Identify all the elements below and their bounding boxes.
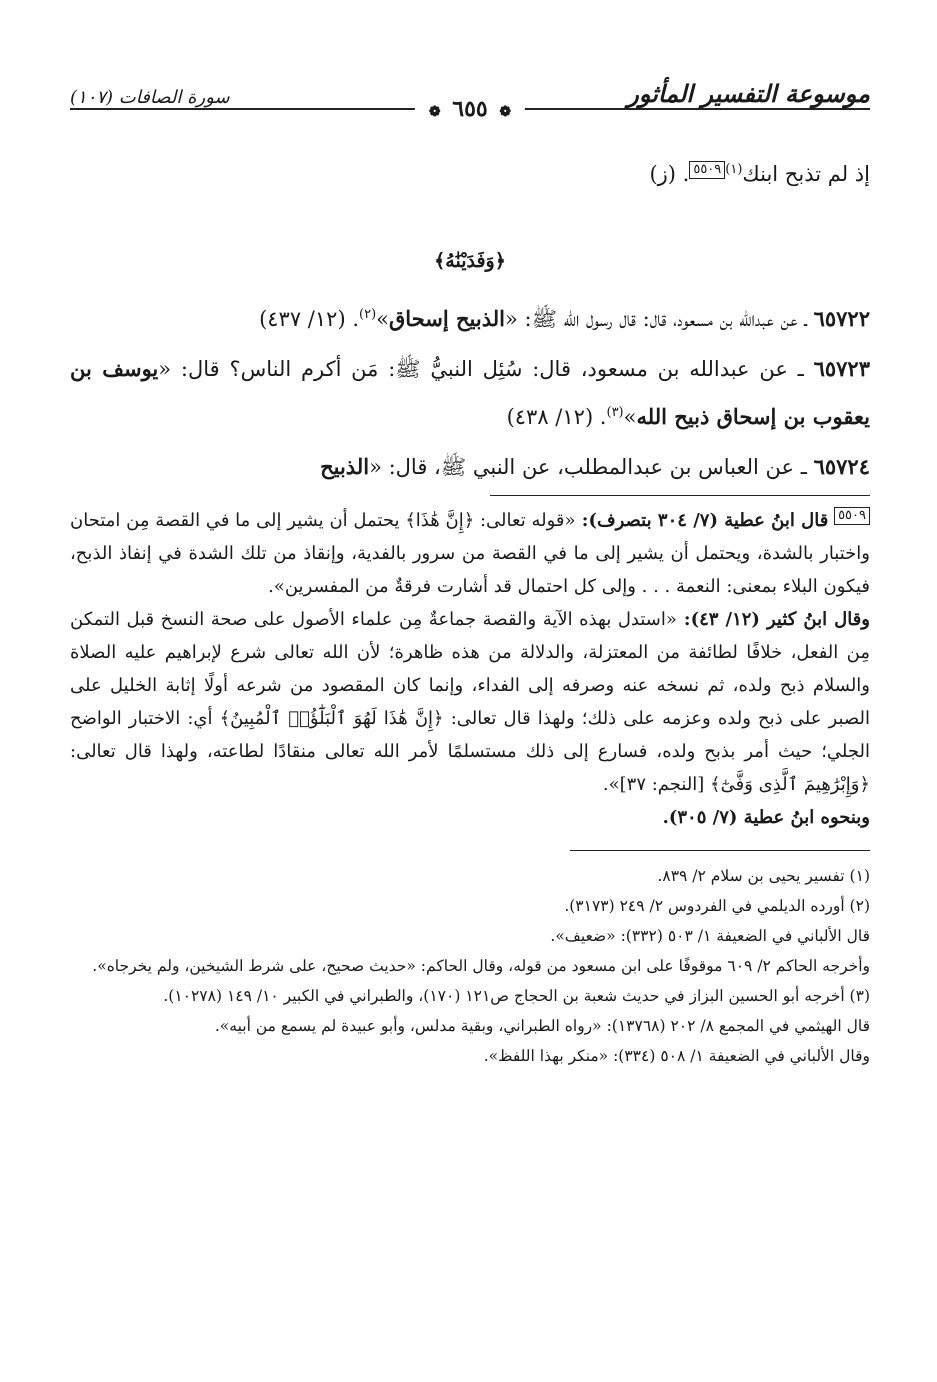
commentary-source: قال ابنُ عطية (٧/ ٣٠٤ بتصرف): [575, 510, 829, 531]
footnote-marker: (٣) [606, 405, 624, 420]
page-header [70, 60, 870, 122]
hadith-65722: ٦٥٧٢٢ ـ عن عبدالله بن مسعود، قال: قال رسول الله ﷺ: «الذبيح إسحاق»$^{(٢)}$. (١٢/ ٤٣٧) [259, 306, 870, 331]
commentary-source: وقال ابنُ كثير (١٢/ ٤٣): [676, 609, 870, 630]
commentary-paragraph: ٥٥٠٩ قال ابنُ عطية (٧/ ٣٠٤ بتصرف): «قوله تعالى: ﴿إِنَّ هَٰذَا﴾ يحتمل أن يشير إلى ما في القصة مِن امتحان واختبار بالشدة، ويحتمل أن يشير إلى ما في القصة من سرور بالفدية، وإنقاذ من تلك الشدة في إنفاذ الذبح، فيكون البلاء بمعنى: النعمة . . . وإلى كل احتمال قد أشارت فرقةٌ من المفسرين». [70, 508, 870, 597]
footnote-marker: (٢) [359, 307, 377, 322]
footnote: وأخرجه الحاكم ٢/ ٦٠٩ موقوفًا على ابن مسعود من قوله، وقال الحاكم: «حديث صحيح، على شرط الشيخين، ولم يخرجاه». [92, 957, 870, 975]
ornament-icon: ❁ [428, 104, 441, 120]
surah-title: سورة الصافات (١٠٧) [70, 87, 230, 108]
hadith-number: ٦٥٧٢٢ [813, 306, 870, 331]
footnote: قال الهيثمي في المجمع ٨/ ٢٠٢ (١٣٧٦٨): «رواه الطبراني، وبقية مدلس، وأبو عبيدة لم يسمع من أبيه». [214, 1017, 870, 1035]
commentary-paragraph: وبنحوه ابنُ عطية (٧/ ٣٠٥). [662, 807, 870, 828]
page-number: ٦٥٥ [452, 96, 488, 122]
page [70, 60, 870, 1071]
hadith-65724: ٦٥٧٢٤ ـ عن العباس بن عبدالمطلب، عن النبي ﷺ، قال: «الذبيح [320, 454, 870, 479]
main-text [70, 148, 870, 489]
footnote: (١) تفسير يحيى بن سلام ٢/ ٨٣٩. [657, 867, 870, 885]
hadith-number: ٦٥٧٢٤ [813, 454, 870, 479]
ornament-icon: ❁ [499, 104, 512, 120]
footnote: (٢) أورده الديلمي في الفردوس ٢/ ٢٤٩ (٣١٧٣). [564, 897, 870, 915]
footnote: (٣) أخرجه أبو الحسين البزاز في حديث شعبة بن الحجاج ص١٢١ (١٧٠)، والطبراني في الكبير ١٠/ ١٤٩ (١٠٢٧٨). [163, 987, 870, 1005]
volume-reference: . (١٢/ ٤٣٨) [506, 405, 607, 429]
hadith-quote: الذبيح [320, 454, 370, 479]
volume-reference: . (١٢/ ٤٣٧) [259, 307, 359, 331]
section-heading: ﴿وَفَدَيْنَٰهُ﴾ [434, 250, 506, 272]
reference-box: ٥٥٠٩ [689, 161, 725, 179]
hadith-number: ٦٥٧٢٣ [813, 356, 870, 381]
footnotes [70, 861, 870, 1071]
separator-line [490, 495, 870, 496]
hadith-quote: يوسف بن يعقوب بن إسحاق ذبيح الله [70, 356, 870, 429]
hadith-65723: ٦٥٧٢٣ ـ عن عبدالله بن مسعود، قال: سُئِل النبيُّ ﷺ: مَن أكرم الناس؟ قال: «يوسف بن يعقوب بن إسحاق ذبيح الله»$^{(٣)}$. (١٢/ ٤٣٨) [70, 356, 870, 429]
commentary-paragraph: وقال ابنُ كثير (١٢/ ٤٣): «استدل بهذه الآية والقصة جماعةٌ مِن علماء الأصول على صحة النسخ قبل التمكن مِن الفعل، خلافًا لطائفة من المعتزلة، والدلالة من هذه ظاهرة؛ لأن الله تعالى شرع لإبراهيم عليه الصلاة والسلام ذبح ولده، ثم نسخه عنه وصرفه إلى الفداء، وإنما كان المقصود من شرعه أولًا إثابة الخليل على الصبر على ذبح ولده وعزمه على ذلك؛ ولهذا قال تعالى: ﴿إِنَّ هَٰذَا لَهُوَ ٱلْبَلَٰٓؤُا۟ ٱلْمُبِينُ﴾ أي: الاختبار الواضح الجلي؛ حيث أمر بذبح ولده، فسارع إلى ذلك مستسلمًا لأمر الله تعالى منقادًا لطاعته، ولهذا قال تعالى: ﴿وَإِبْرَٰهِيمَ ٱلَّذِى وَفَّىٰٓ﴾ [النجم: ٣٧]». [70, 609, 870, 795]
footnote: وقال الألباني في الضعيفة ١/ ٥٠٨ (٣٣٤): «منكر بهذا اللفظ». [483, 1047, 870, 1065]
hadith-quote: الذبيح إسحاق [389, 306, 505, 331]
book-title: موسوعة التفسير المأثور [627, 79, 870, 108]
opening-line: إذ لم تذبح ابنك$^{(١)}$٥٥٠٩. (ز) [649, 162, 870, 186]
reference-box: ٥٥٠٩ [834, 507, 870, 525]
footnote-marker: (١) [725, 162, 743, 177]
commentary-block [70, 504, 870, 834]
footnote-separator [570, 850, 870, 851]
footnote: قال الألباني في الضعيفة ١/ ٥٠٣ (٣٣٢): «ضعيف». [550, 927, 870, 945]
page-number-box [415, 96, 525, 122]
